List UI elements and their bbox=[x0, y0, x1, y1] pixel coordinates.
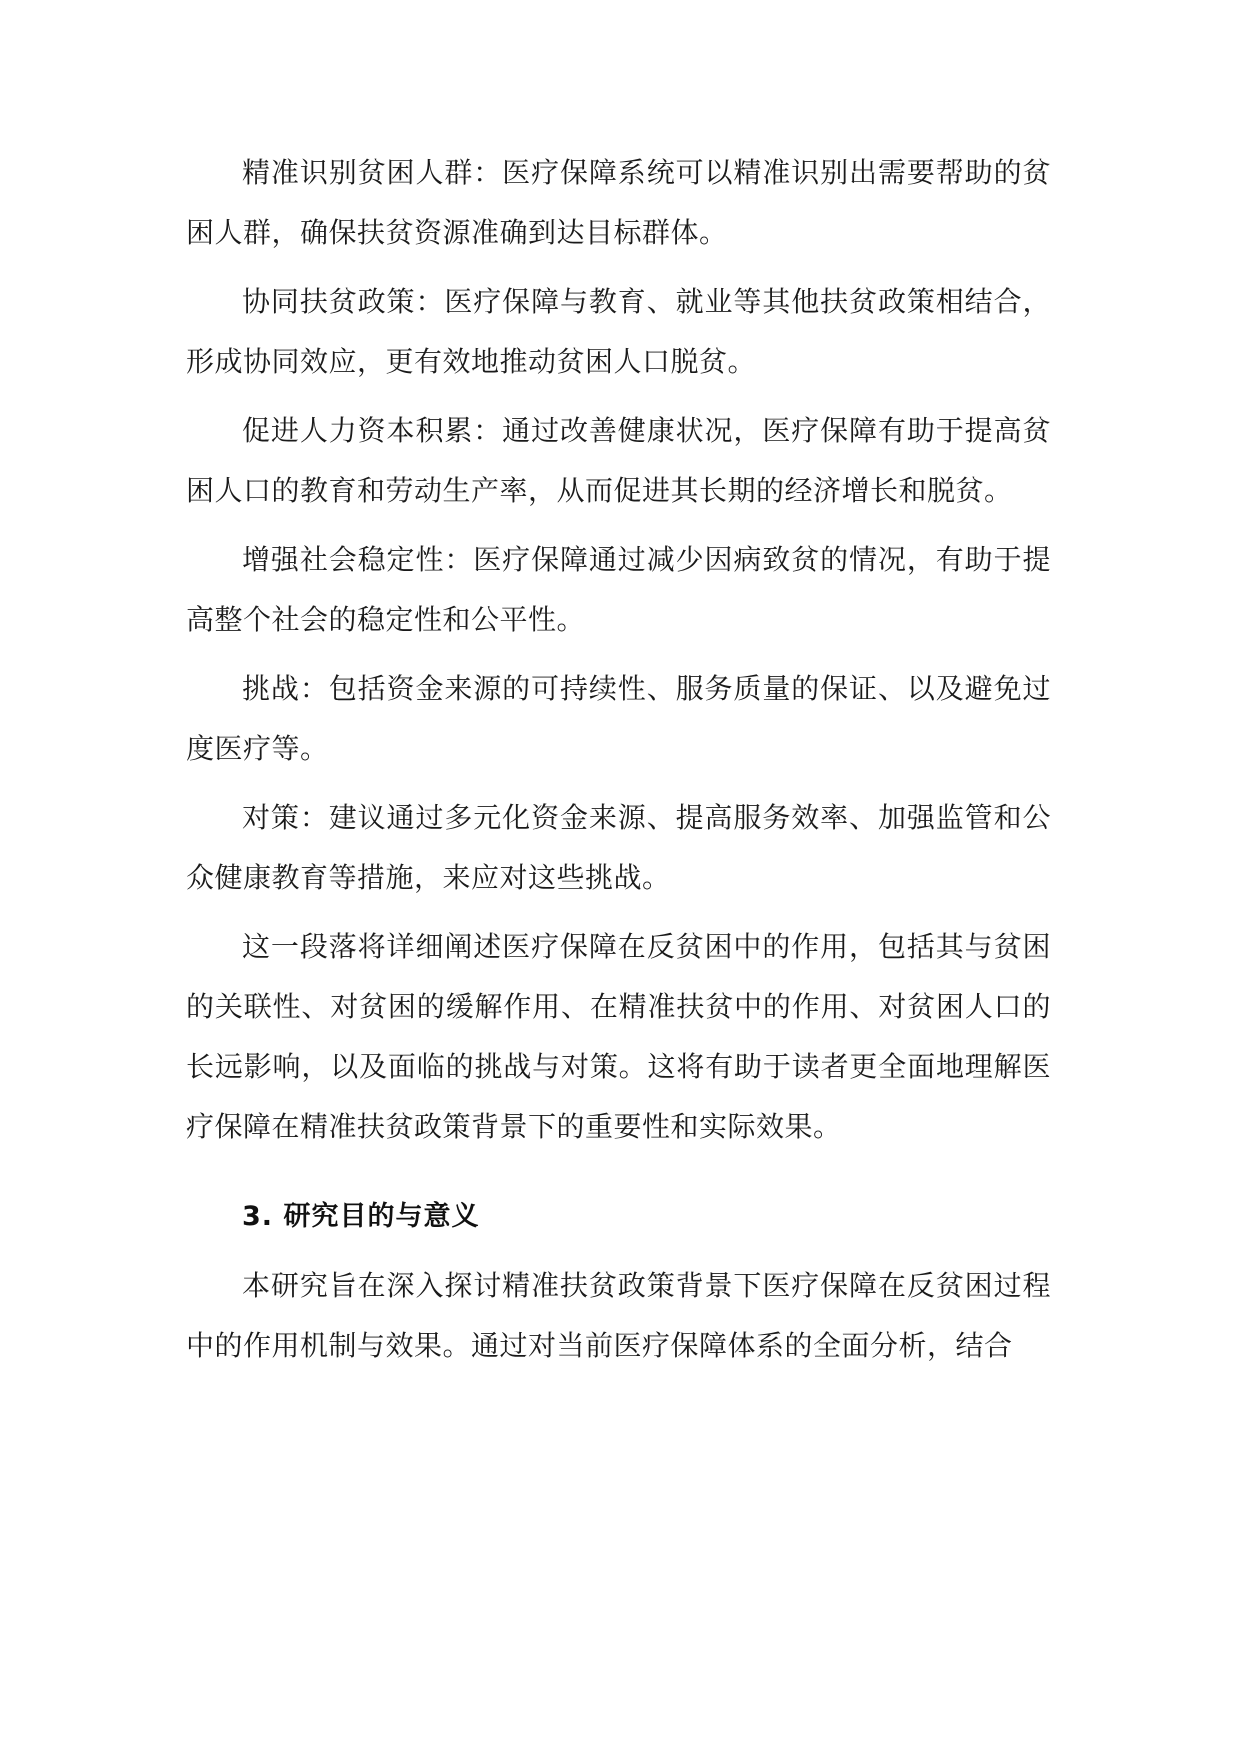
paragraph-summary: 这一段落将详细阐述医疗保障在反贫困中的作用，包括其与贫困的关联性、对贫困的缓解作用、在精准扶贫中的作用、对贫困人口的长远影响，以及面临的挑战与对策。这将有助于读者更全面地理解医疗保障在精准扶贫政策背景下的重要性和实际效果。 bbox=[186, 930, 1051, 1143]
document-body bbox=[186, 143, 1051, 1385]
paragraph-identify-poor: 精准识别贫困人群：医疗保障系统可以精准识别出需要帮助的贫困人群，确保扶贫资源准确到达目标群体。 bbox=[186, 156, 1051, 249]
paragraph-challenges: 挑战：包括资金来源的可持续性、服务质量的保证、以及避免过度医疗等。 bbox=[186, 672, 1051, 765]
paragraph-countermeasures: 对策：建议通过多元化资金来源、提高服务效率、加强监管和公众健康教育等措施，来应对这些挑战。 bbox=[186, 801, 1051, 894]
section-heading: 3. 研究目的与意义 bbox=[242, 1201, 480, 1232]
paragraph-social-stability: 增强社会稳定性：医疗保障通过减少因病致贫的情况，有助于提高整个社会的稳定性和公平性。 bbox=[186, 543, 1051, 636]
paragraph-human-capital: 促进人力资本积累：通过改善健康状况，医疗保障有助于提高贫困人口的教育和劳动生产率，从而促进其长期的经济增长和脱贫。 bbox=[186, 414, 1051, 507]
paragraph-coordinated-policy: 协同扶贫政策：医疗保障与教育、就业等其他扶贫政策相结合，形成协同效应，更有效地推动贫困人口脱贫。 bbox=[186, 285, 1051, 378]
paragraph-research-purpose: 本研究旨在深入探讨精准扶贫政策背景下医疗保障在反贫困过程中的作用机制与效果。通过对当前医疗保障体系的全面分析，结合 bbox=[186, 1269, 1051, 1362]
